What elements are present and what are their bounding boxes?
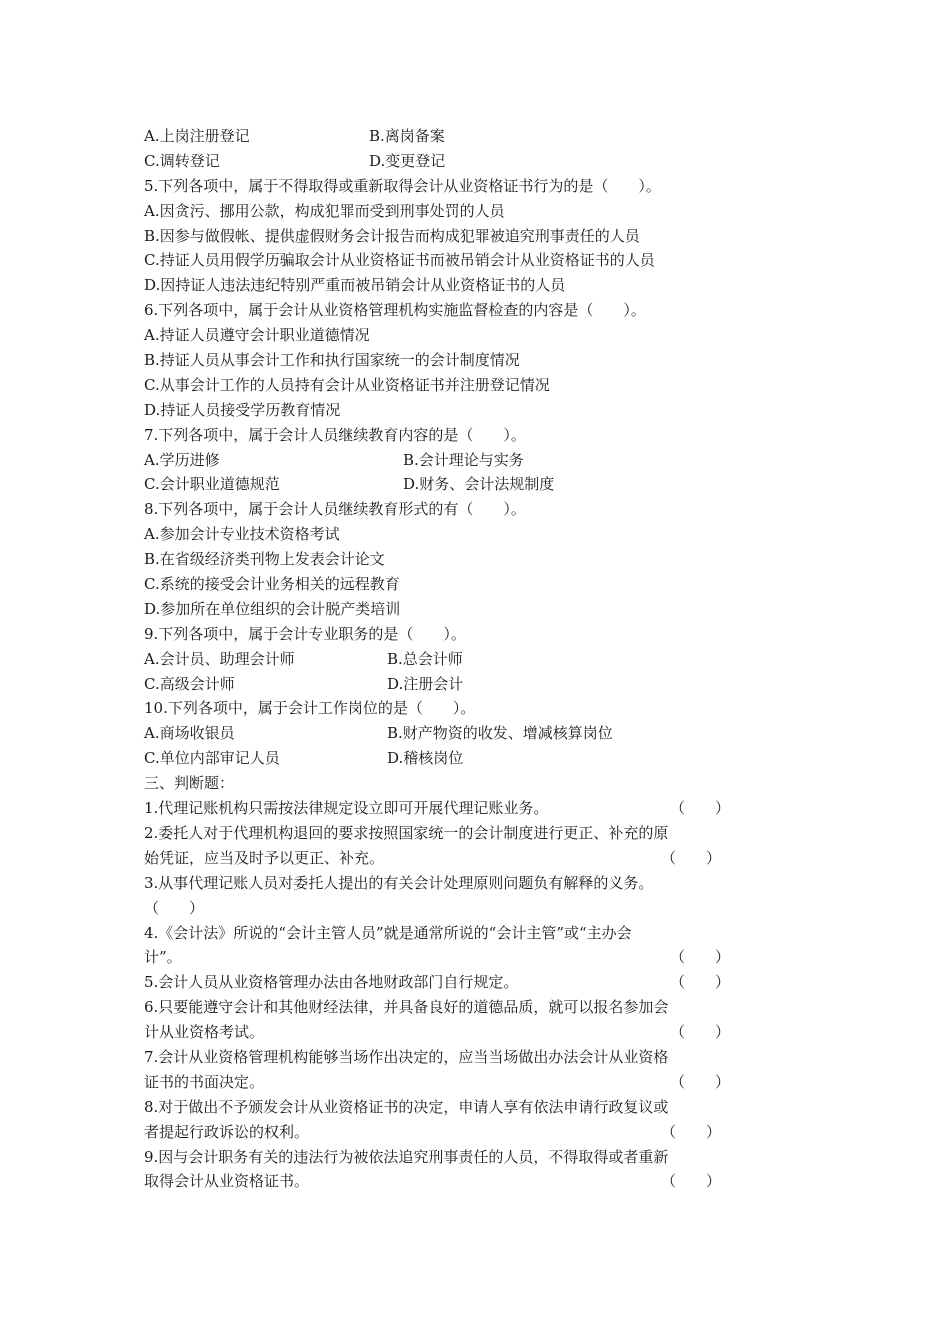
question-text: 5.会计人员从业资格管理办法由各地财政部门自行规定。: [144, 973, 519, 992]
question-text: 计”。: [144, 948, 182, 967]
option-text: B.财产物资的收发、增减核算岗位: [387, 724, 613, 743]
text-line: 3.从事代理记账人员对委托人提出的有关会计处理原则问题负有解释的义务。: [144, 873, 654, 892]
option-row: [144, 124, 744, 149]
answer-brackets: （ ）: [661, 1122, 722, 1141]
option-text: A.学历进修: [144, 450, 220, 469]
option-text: B.总会计师: [387, 649, 463, 668]
option-row: [144, 472, 744, 497]
option-text: A.会计员、助理会计师: [144, 649, 295, 668]
text-line: 10.下列各项中，属于会计工作岗位的是（ ）。: [144, 699, 476, 718]
text-line: D.持证人员接受学历教育情况: [144, 400, 341, 419]
option-text: D.变更登记: [369, 151, 446, 170]
text-line: D.因持证人违法违纪特别严重而被吊销会计从业资格证书的人员: [144, 276, 566, 295]
option-row: [144, 672, 744, 697]
option-text: D.财务、会计法规制度: [403, 475, 555, 494]
question-text: 始凭证，应当及时予以更正、补充。: [144, 848, 385, 867]
option-row: [144, 746, 744, 771]
text-line: A.参加会计专业技术资格考试: [144, 525, 340, 544]
question-text: 者提起行政诉讼的权利。: [144, 1122, 310, 1141]
judgment-line: [144, 1120, 744, 1145]
option-row: [144, 448, 744, 473]
text-line: 6.只要能遵守会计和其他财经法律，并具备良好的道德品质，就可以报名参加会: [144, 998, 669, 1017]
judgment-line: [144, 970, 744, 995]
judgment-line: [144, 1169, 744, 1194]
text-line: D.参加所在单位组织的会计脱产类培训: [144, 599, 401, 618]
option-text: A.上岗注册登记: [144, 127, 250, 145]
text-line: 7.下列各项中，属于会计人员继续教育内容的是（ ）。: [144, 425, 526, 444]
option-text: C.会计职业道德规范: [144, 475, 280, 494]
text-line: 9.下列各项中，属于会计专业职务的是（ ）。: [144, 624, 466, 643]
text-line: 8.下列各项中，属于会计人员继续教育形式的有（ ）。: [144, 500, 526, 519]
question-text: 证书的书面决定。: [144, 1072, 265, 1091]
text-line: B.持证人员从事会计工作和执行国家统一的会计制度情况: [144, 351, 520, 370]
answer-brackets: （ ）: [670, 799, 731, 818]
judgment-line: [144, 1070, 744, 1095]
option-text: A.商场收银员: [144, 724, 235, 743]
answer-brackets: （ ）: [661, 848, 722, 867]
option-text: C.单位内部审记人员: [144, 749, 280, 768]
text-line: A.因贪污、挪用公款，构成犯罪而受到刑事处罚的人员: [144, 201, 505, 220]
text-line: （ ）: [144, 898, 205, 917]
answer-brackets: （ ）: [670, 973, 731, 992]
text-line: 9.因与会计职务有关的违法行为被依法追究刑事责任的人员，不得取得或者重新: [144, 1147, 669, 1166]
answer-brackets: （ ）: [670, 1072, 731, 1091]
exam-page: [144, 124, 744, 1194]
text-line: C.系统的接受会计业务相关的远程教育: [144, 575, 400, 594]
text-line: 6.下列各项中，属于会计从业资格管理机构实施监督检查的内容是（ ）。: [144, 301, 646, 320]
text-line: B.在省级经济类刊物上发表会计论文: [144, 550, 385, 569]
judgment-line: [144, 1020, 744, 1045]
text-line: 5.下列各项中，属于不得取得或重新取得会计从业资格证书行为的是（ ）。: [144, 176, 661, 195]
text-line: C.持证人员用假学历骗取会计从业资格证书而被吊销会计从业资格证书的人员: [144, 251, 655, 270]
judgment-line: [144, 846, 744, 871]
option-row: [144, 149, 744, 174]
answer-brackets: （ ）: [670, 948, 731, 967]
option-text: B.离岗备案: [369, 127, 445, 145]
question-text: 计从业资格考试。: [144, 1023, 265, 1042]
text-line: 8.对于做出不予颁发会计从业资格证书的决定，申请人享有依法申请行政复议或: [144, 1097, 669, 1116]
judgment-line: [144, 945, 744, 970]
option-row: [144, 721, 744, 746]
text-line: A.持证人员遵守会计职业道德情况: [144, 326, 370, 345]
question-text: 1.代理记账机构只需按法律规定设立即可开展代理记账业务。: [144, 799, 549, 818]
answer-brackets: （ ）: [670, 1023, 731, 1042]
text-line: 2.委托人对于代理机构退回的要求按照国家统一的会计制度进行更正、补充的原: [144, 823, 669, 842]
text-line: B.因参与做假帐、提供虚假财务会计报告而构成犯罪被追究刑事责任的人员: [144, 226, 640, 245]
option-text: B.会计理论与实务: [403, 450, 524, 469]
text-line: C.从事会计工作的人员持有会计从业资格证书并注册登记情况: [144, 375, 550, 394]
text-line: 4.《会计法》所说的“会计主管人员”就是通常所说的“会计主管”或“主办会: [144, 923, 632, 942]
question-text: 取得会计从业资格证书。: [144, 1172, 310, 1191]
option-text: D.稽核岗位: [387, 749, 464, 768]
text-line: 三、判断题：: [144, 774, 235, 793]
text-line: 7.会计从业资格管理机构能够当场作出决定的，应当当场做出办法会计从业资格: [144, 1047, 669, 1066]
option-text: D.注册会计: [387, 674, 464, 693]
judgment-line: [144, 796, 744, 821]
option-text: C.调转登记: [144, 151, 220, 170]
option-row: [144, 647, 744, 672]
option-text: C.高级会计师: [144, 674, 235, 693]
answer-brackets: （ ）: [661, 1172, 722, 1191]
